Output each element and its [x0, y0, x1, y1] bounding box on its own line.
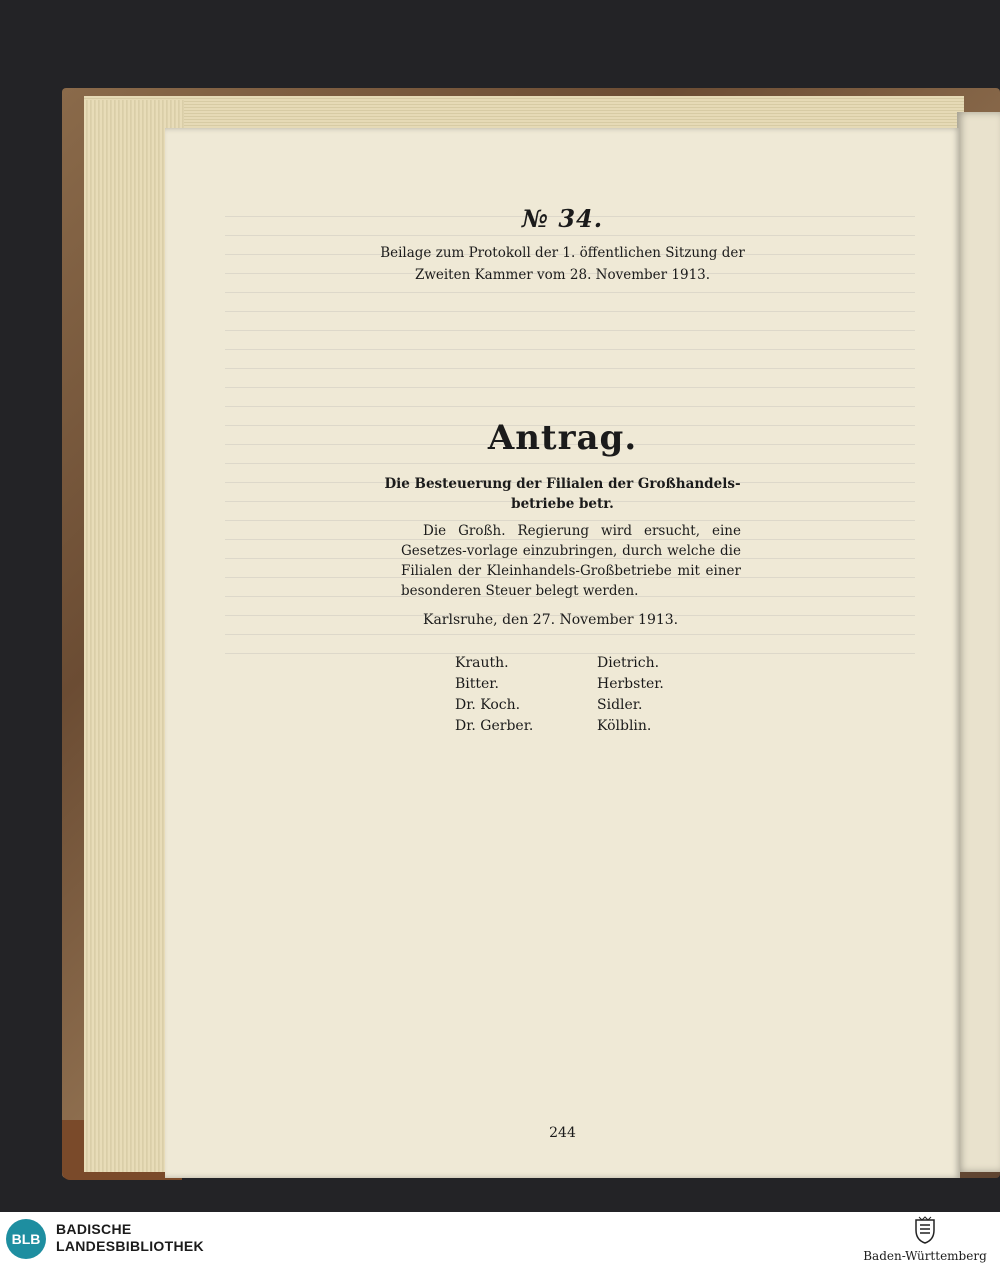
page-stack-top [84, 96, 964, 132]
supplement-line-1: Beilage zum Protokoll der 1. öffentlichen Sitzung der [380, 245, 745, 261]
dateline: Karlsruhe, den 27. November 1913. [423, 612, 679, 628]
page-content [165, 128, 960, 1178]
signature: Kölblin. [597, 718, 652, 734]
footer-bar [0, 1212, 1000, 1265]
state-logo[interactable] [860, 1216, 990, 1263]
signature: Dr. Koch. [455, 697, 521, 713]
signatures-right [597, 653, 717, 737]
signature: Krauth. [455, 655, 509, 671]
library-name-line-1: BADISCHE [56, 1221, 132, 1237]
book-page [165, 128, 960, 1178]
state-name: Baden-Württemberg [863, 1249, 987, 1263]
supplement-line-2: Zweiten Kammer vom 28. November 1913. [414, 267, 711, 283]
supplement-note [165, 242, 960, 286]
document-title: Antrag. [487, 418, 638, 458]
subject-line-1: Die Besteuerung der Filialen der Großhandels- [384, 476, 741, 492]
library-name-line-2: LANDESBIBLIOTHEK [56, 1238, 204, 1254]
blb-logo-icon[interactable]: BLB [6, 1219, 46, 1259]
library-name[interactable] [56, 1221, 204, 1255]
page-number: 244 [549, 1125, 576, 1141]
signature: Sidler. [597, 697, 643, 713]
subject-line-2: betriebe betr. [511, 496, 614, 512]
facing-page-edge [957, 112, 1000, 1172]
signature: Dr. Gerber. [455, 718, 534, 734]
signature: Bitter. [455, 676, 499, 692]
motion-body: Die Großh. Regierung wird ersucht, eine Gesetzes-vorlage einzubringen, durch welche die Filialen der Kleinhandels-Großbetriebe mit einer besonderen Steuer belegt werden. [401, 523, 741, 599]
signature: Herbster. [597, 676, 664, 692]
coat-of-arms-icon [914, 1216, 936, 1244]
signature: Dietrich. [597, 655, 660, 671]
document-number: № 34. [521, 204, 604, 233]
subject [165, 474, 960, 514]
